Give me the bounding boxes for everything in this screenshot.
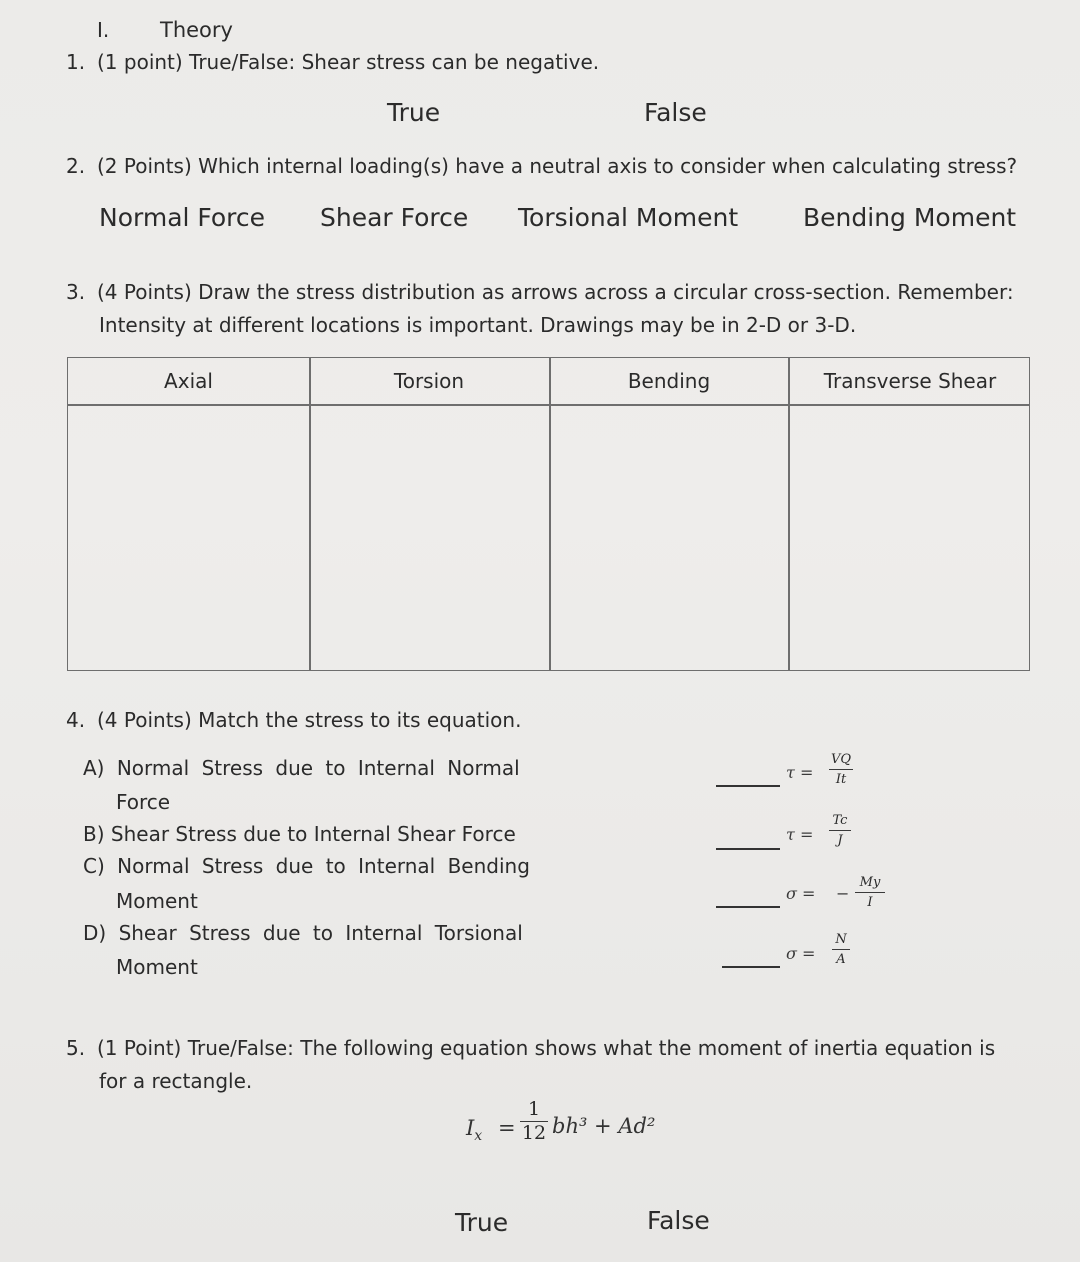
equation-4-numerator: N [835,932,847,947]
drawing-cell-bending[interactable] [550,406,788,670]
equation-4-denominator: A [836,952,846,968]
formula-rest: bh³ + Ad² [552,1114,656,1138]
q4-item-a [83,756,520,780]
equation-2-numerator: Tc [832,813,848,828]
answer-blank-3[interactable] [716,906,780,908]
answer-blank-1[interactable] [716,785,780,787]
question-5-number: 5. [66,1036,86,1060]
q4-item-c [83,854,530,878]
q4-item-b-label: B) [83,822,105,846]
question-3 [66,280,1014,304]
column-header-torsion: Torsion [393,369,465,393]
q2-option-torsional-moment[interactable]: Torsional Moment [518,203,739,232]
question-1-number: 1. [66,50,86,74]
q4-item-c-continued: Moment [116,889,198,913]
question-1-text: (1 point) True/False: Shear stress can be negative. [97,50,600,74]
q4-item-c-text: Normal Stress due to Internal Bending [117,854,530,878]
question-2 [66,154,1017,178]
equation-2-denominator: J [837,833,843,849]
drawing-cell-torsion[interactable] [310,406,549,670]
question-5-line-1: (1 Point) True/False: The following equation shows what the moment of inertia equation is [97,1036,996,1060]
q4-item-b [83,822,516,846]
formula-symbol: I [466,1116,475,1140]
stress-distribution-table [67,357,1030,671]
q4-item-a-label: A) [83,756,105,780]
question-3-line-1: (4 Points) Draw the stress distribution as arrows across a circular cross-section. Remember: [97,280,1014,304]
equation-3-sign: − [836,884,850,903]
equation-3-fraction [855,874,885,911]
question-2-text: (2 Points) Which internal loading(s) have a neutral axis to consider when calculating stress? [97,154,1018,178]
q1-option-false[interactable]: False [644,98,707,127]
equation-1-numerator: VQ [830,752,852,767]
q5-option-false[interactable]: False [647,1206,710,1235]
q2-option-bending-moment[interactable]: Bending Moment [803,203,1017,232]
equation-1-denominator: It [835,772,847,788]
equation-1-fraction [829,751,853,788]
q4-item-d-label: D) [83,921,107,945]
q4-item-d-continued: Moment [116,955,198,979]
q4-item-d-text: Shear Stress due to Internal Torsional [118,921,523,945]
equation-4-lhs: σ = [786,944,816,963]
question-5-line-2: for a rectangle. [99,1069,253,1093]
fraction-bar [829,769,853,770]
formula-fraction [520,1098,548,1143]
equation-3-numerator: My [859,875,881,890]
column-header-bending: Bending [627,369,711,393]
q4-item-a-continued: Force [116,790,171,814]
formula-lhs [466,1116,482,1144]
equation-3-denominator: I [867,895,873,911]
drawing-cell-transverse-shear[interactable] [789,406,1029,670]
column-header-axial: Axial [164,369,213,393]
formula-denominator: 12 [521,1122,547,1145]
question-4-number: 4. [66,708,86,732]
equation-1-lhs: τ = [786,763,814,782]
fraction-bar [855,892,885,893]
equation-3-lhs: σ = [786,884,816,903]
q4-item-b-text: Shear Stress due to Internal Shear Force [110,822,516,846]
q1-option-true[interactable]: True [387,98,441,127]
section-title: Theory [160,18,233,42]
question-4-text: (4 Points) Match the stress to its equation. [97,708,522,732]
answer-blank-2[interactable] [716,848,780,850]
drawing-cell-axial[interactable] [68,406,309,670]
formula-numerator: 1 [527,1098,541,1120]
question-2-number: 2. [66,154,86,178]
equation-2-fraction [829,812,851,849]
formula-equals: = [498,1116,516,1140]
column-header-transverse-shear: Transverse Shear [823,369,997,393]
equation-4-fraction [832,931,850,968]
question-3-line-2: Intensity at different locations is important. Drawings may be in 2-D or 3-D. [99,313,857,337]
question-5 [66,1036,995,1060]
formula-subscript: x [474,1128,483,1145]
fraction-bar [829,830,851,831]
section-number: I. [97,18,110,42]
q5-option-true[interactable]: True [455,1208,509,1237]
fraction-bar [832,949,850,950]
q2-option-shear-force[interactable]: Shear Force [320,203,469,232]
equation-2-lhs: τ = [786,825,814,844]
q4-item-d [83,921,523,945]
q2-option-normal-force[interactable]: Normal Force [99,203,266,232]
q4-item-c-label: C) [83,854,105,878]
question-4 [66,708,521,732]
question-1 [66,50,599,74]
q4-item-a-text: Normal Stress due to Internal Normal [116,756,520,780]
question-3-number: 3. [66,280,86,304]
answer-blank-4[interactable] [722,966,780,968]
